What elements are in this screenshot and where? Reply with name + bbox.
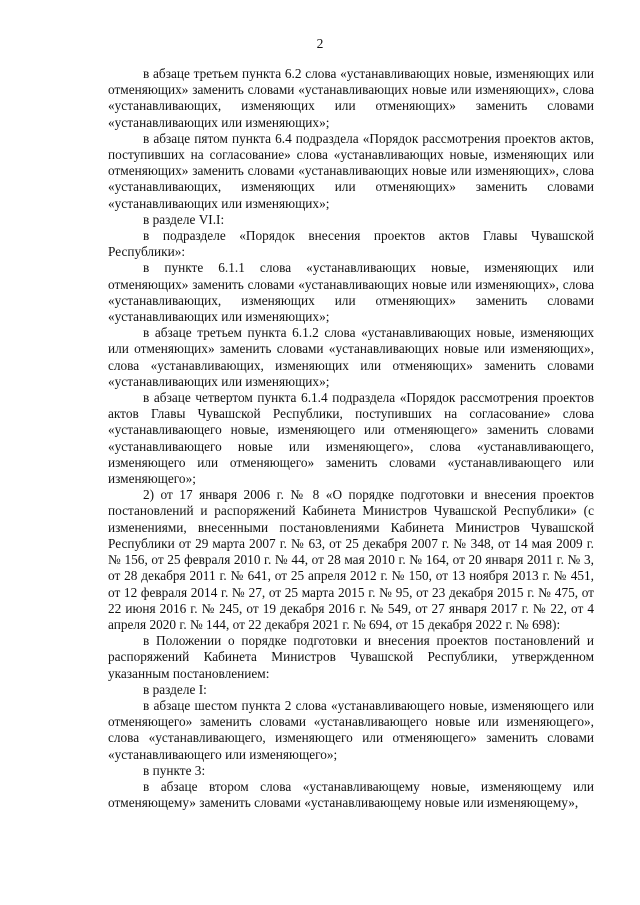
paragraph: в пункте 3: (143, 762, 206, 778)
paragraph: в абзаце шестом пункта 2 слова «устанавливающего новые, изменяющего или отменяющего» заменить словами «устанавливающего новые или изменяющего», слова «устанавливающего, изменяющего или отменяющего» заменить словами «устанавливающего или изменяющего»; (108, 697, 594, 762)
document-body (108, 66, 594, 811)
paragraph: в пункте 6.1.1 слова «устанавливающих новые, изменяющих или отменяющих» заменить словами «устанавливающих новые или изменяющих», слова «устанавливающих, изменяющих или отменяющих» заменить словами «устанавливающих или изменяющих»; (108, 260, 594, 325)
paragraph: в разделе I: (143, 681, 207, 697)
paragraph: в абзаце втором слова «устанавливающему новые, изменяющему или отменяющему» заменить словами «устанавливающему новые или изменяющему», (108, 778, 594, 811)
paragraph: в Положении о порядке подготовки и внесения проектов постановлений и распоряжений Кабинета Министров Чувашской Республики, утвержденном указанным постановлением: (108, 633, 594, 681)
paragraph: 2) от 17 января 2006 г. № 8 «О порядке подготовки и внесения проектов постановлений и распоряжений Кабинета Министров Чувашской Республики» (с изменениями, внесенными постановлениями Кабинета Министров Чувашской Республики от 29 марта 2007 г. № 63, от 25 декабря 2007 г. № 348, от 14 мая 2009 г. № 156, от 25 февраля 2010 г. № 44, от 28 мая 2010 г. № 164, от 20 января 2011 г. № 3, от 28 декабря 2011 г. № 641, от 25 апреля 2012 г. № 150, от 13 ноября 2013 г. № 451, от 12 февраля 2014 г. № 27, от 25 марта 2015 г. № 95, от 23 декабря 2015 г. № 475, от 22 июня 2016 г. № 245, от 19 декабря 2016 г. № 549, от 27 января 2017 г. № 22, от 4 апреля 2020 г. № 144, от 22 декабря 2021 г. № 694, от 15 декабря 2022 г. № 698): (108, 487, 594, 632)
paragraph: в абзаце четвертом пункта 6.1.4 подраздела «Порядок рассмотрения проектов актов Главы Чувашской Республики, поступивших на согласование» слова «устанавливающего новые, изменяющего или отменяющего» заменить словами «устанавливающего новые или изменяющего», слова «устанавливающего, изменяющего или отменяющего» заменить словами «устанавливающего или изменяющего»; (108, 390, 594, 487)
page-number: 2 (316, 36, 324, 51)
paragraph: в абзаце третьем пункта 6.2 слова «устанавливающих новые, изменяющих или отменяющих» заменить словами «устанавливающих новые или изменяющих», слова «устанавливающих, изменяющих или отменяющих» заменить словами «устанавливающих или изменяющих»; (108, 66, 594, 130)
paragraph: в разделе VI.I: (143, 211, 225, 227)
paragraph: в абзаце третьем пункта 6.1.2 слова «устанавливающих новые, изменяющих или отменяющих» заменить словами «устанавливающих новые или изменяющих», слова «устанавливающих, изменяющих или отменяющих» заменить словами «устанавливающих или изменяющих»; (108, 325, 594, 389)
paragraph: в подразделе «Порядок внесения проектов актов Главы Чувашской Республики»: (108, 228, 594, 260)
paragraph: в абзаце пятом пункта 6.4 подраздела «Порядок рассмотрения проектов актов, поступивших на согласование» слова «устанавливающих новые, изменяющих или отменяющих» заменить словами «устанавливающих новые или изменяющих», слова «устанавливающих, изменяющих или отменяющих» заменить словами «устанавливающих или изменяющих»; (108, 130, 594, 211)
